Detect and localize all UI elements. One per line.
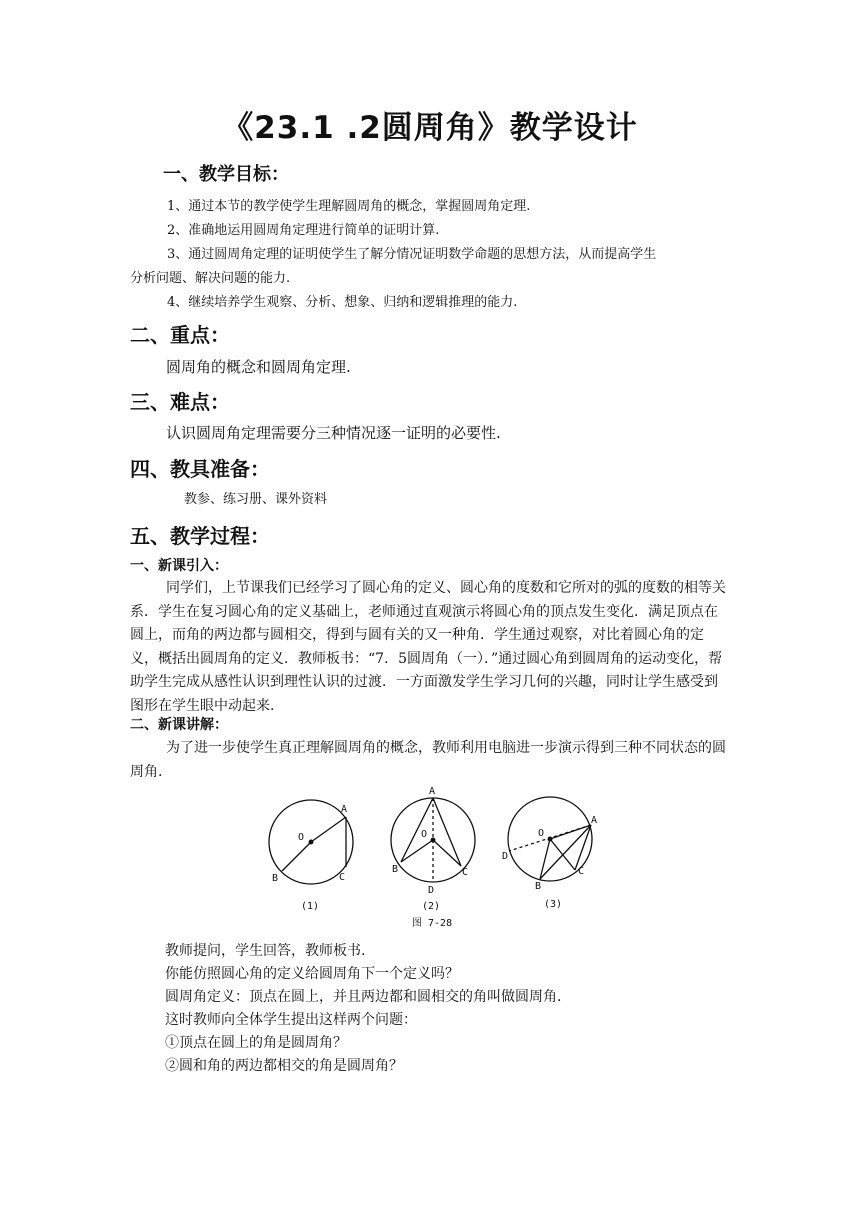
post-figure-line: 教师提问，学生回答，教师板书. bbox=[165, 943, 366, 959]
diagram3-label-c: C bbox=[578, 866, 585, 877]
objective-item: 1、通过本节的教学使学生理解圆周角的概念，掌握圆周角定理. bbox=[167, 199, 531, 214]
diagram1-label-a: A bbox=[341, 804, 348, 815]
difficulties-text: 认识圆周角定理需要分三种情况逐一证明的必要性. bbox=[166, 424, 501, 442]
intro-paragraph: 同学们，上节课我们已经学习了圆心角的定义、圆心角的度数和它所对的弧的度数的相等关系．学生在复习圆心角的定义基础上，老师通过直观演示将圆心角的顶点发生变化．满足顶点在圆上，而角的两边都与圆相交，得到与圆有关的又一种角．学生通过观察，对比着圆心角的定义，概括出圆周角的定义．教师板书：“7．5圆周角（一）．”通过圆心角到圆周角的运动变化，帮助学生完成从感性认识到理性认识的过渡．一方面激发学生学习几何的兴趣，同时让学生感受到图形在学生眼中动起来. bbox=[130, 580, 726, 714]
key-points-text: 圆周角的概念和圆周角定理. bbox=[166, 358, 351, 376]
diagram2-caption: (2) bbox=[422, 901, 441, 912]
diagram3-label-o: O bbox=[538, 828, 545, 839]
document-title: 《23.1 .2圆周角》教学设计 bbox=[222, 110, 638, 146]
diagram2-label-d: D bbox=[428, 885, 435, 896]
objective-item: 2、准确地运用圆周角定理进行简单的证明计算. bbox=[167, 223, 440, 238]
diagram1-caption: (1) bbox=[301, 901, 320, 912]
figure-caption: 图 7-28 bbox=[412, 918, 453, 929]
diagram3-label-b: B bbox=[535, 881, 542, 892]
section-heading-objectives: 一、教学目标： bbox=[163, 164, 289, 185]
lecture-paragraph: 为了进一步使学生真正理解圆周角的概念，教师利用电脑进一步演示得到三种不同状态的圆周角. bbox=[130, 740, 726, 780]
post-figure-line: ①顶点在圆上的角是圆周角？ bbox=[165, 1035, 347, 1051]
post-figure-line: 圆周角定义：顶点在圆上，并且两边都和圆相交的角叫做圆周角. bbox=[165, 989, 562, 1005]
objective-item: 4、继续培养学生观察、分析、想象、归纳和逻辑推理的能力. bbox=[167, 295, 518, 310]
objective-item: 3、通过圆周角定理的证明使学生了解分情况证明数学命题的思想方法，从而提高学生 bbox=[167, 247, 657, 262]
diagram1-label-b: B bbox=[272, 873, 279, 884]
diagram2-label-a: A bbox=[429, 786, 436, 797]
diagram1-label-o: O bbox=[298, 832, 305, 843]
post-figure-line: ②圆和角的两边都相交的角是圆周角？ bbox=[165, 1058, 403, 1074]
diagram1-label-c: C bbox=[339, 872, 346, 883]
section-heading-process: 五、教学过程： bbox=[130, 524, 270, 548]
subsection-heading-intro: 一、新课引入： bbox=[130, 558, 228, 574]
diagram3-label-d: D bbox=[502, 851, 509, 862]
objective-item: 分析问题、解决问题的能力. bbox=[130, 271, 291, 286]
section-heading-key-points: 二、重点： bbox=[130, 323, 230, 347]
section-heading-difficulties: 三、难点： bbox=[130, 390, 230, 414]
subsection-heading-lecture: 二、新课讲解： bbox=[130, 717, 228, 733]
materials-text: 教参、练习册、课外资料 bbox=[184, 492, 328, 507]
diagram2-label-b: B bbox=[392, 864, 399, 875]
section-heading-materials: 四、教具准备： bbox=[130, 457, 270, 481]
diagram2-label-o: O bbox=[421, 829, 428, 840]
diagram3-caption: (3) bbox=[544, 899, 563, 910]
inscribed-angle-figure bbox=[262, 774, 602, 934]
post-figure-line: 这时教师向全体学生提出这样两个问题： bbox=[165, 1012, 417, 1028]
diagram2-label-c: C bbox=[462, 867, 469, 878]
diagram3-label-a: A bbox=[591, 815, 598, 826]
post-figure-line: 你能仿照圆心角的定义给圆周角下一个定义吗？ bbox=[165, 966, 459, 982]
